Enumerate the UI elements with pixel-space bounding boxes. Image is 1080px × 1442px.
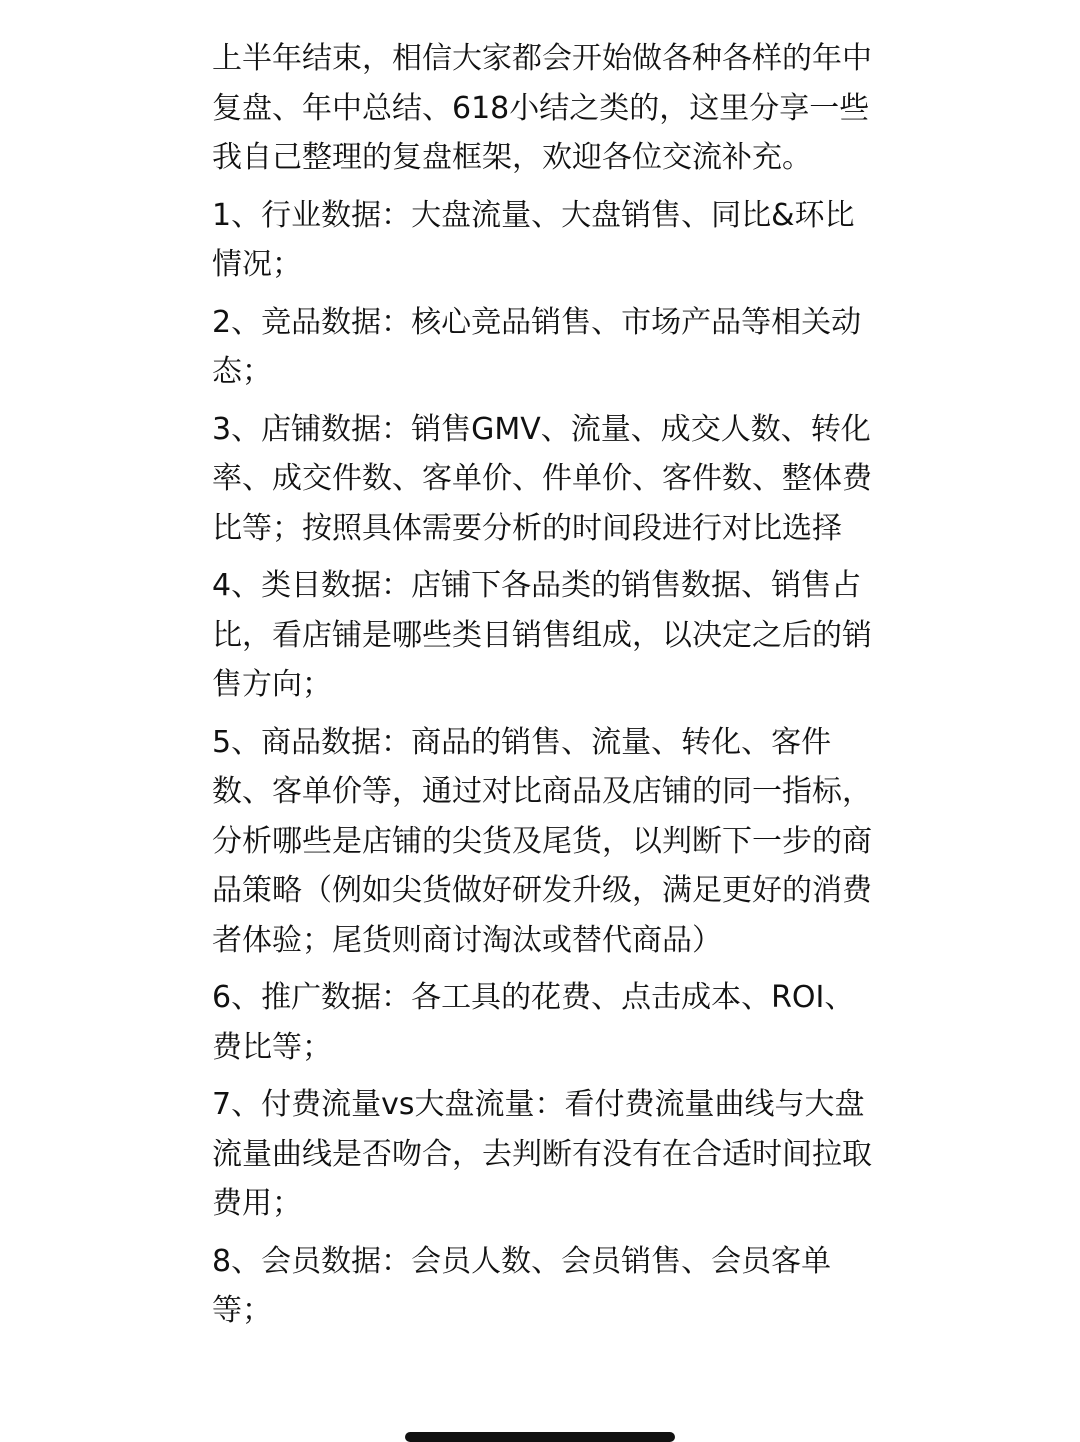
intro-paragraph: 上半年结束，相信大家都会开始做各种各样的年中复盘、年中总结、618小结之类的，这里分享一些我自己整理的复盘框架，欢迎各位交流补充。 — [212, 41, 872, 175]
home-indicator[interactable] — [405, 1432, 675, 1442]
list-item-member-data: 8、会员数据：会员人数、会员销售、会员客单等； — [212, 1243, 832, 1328]
list-item-promotion-data: 6、推广数据：各工具的花费、点击成本、ROI、费比等； — [212, 980, 855, 1065]
list-item-competitor-data: 2、竞品数据：核心竞品销售、市场产品等相关动态； — [212, 304, 862, 389]
list-item-industry-data: 1、行业数据：大盘流量、大盘销售、同比&环比情况； — [212, 197, 855, 282]
list-item-store-data: 3、店铺数据：销售GMV、流量、成交人数、转化率、成交件数、客单价、件单价、客件数、整体费比等；按照具体需要分析的时间段进行对比选择 — [212, 411, 872, 546]
list-item-product-data: 5、商品数据：商品的销售、流量、转化、客件数、客单价等，通过对比商品及店铺的同一指标，分析哪些是店铺的尖货及尾货，以判断下一步的商品策略（例如尖货做好研发升级，满足更好的消费者体验；尾货则商讨淘汰或替代商品） — [212, 724, 872, 958]
list-item-paid-vs-total-traffic: 7、付费流量vs大盘流量：看付费流量曲线与大盘流量曲线是否吻合，去判断有没有在合适时间拉取费用； — [212, 1087, 872, 1221]
list-item-category-data: 4、类目数据：店铺下各品类的销售数据、销售占比，看店铺是哪些类目销售组成，以决定之后的销售方向； — [212, 568, 872, 702]
note-body — [212, 34, 872, 1344]
